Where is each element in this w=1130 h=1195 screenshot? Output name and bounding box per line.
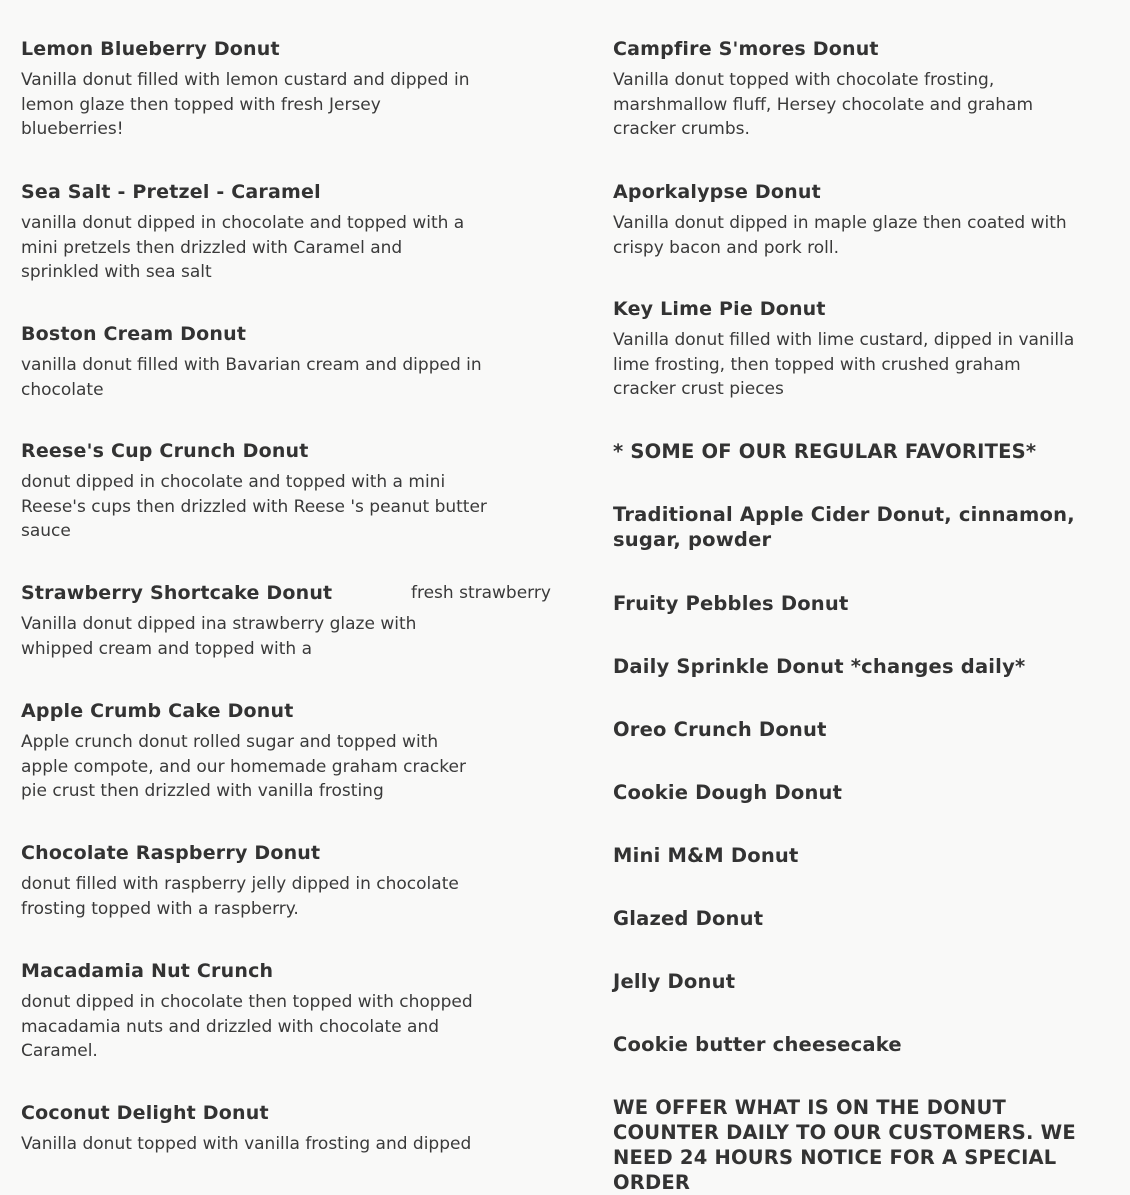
menu-item-description: donut dipped in chocolate and topped with a mini Reese's cups then drizzled with Reese 's peanut butter sauce xyxy=(21,472,487,541)
menu-item-title: Aporkalypse Donut xyxy=(613,181,821,203)
menu-item-description: Apple crunch donut rolled sugar and topped with apple compote, and our homemade graham cracker pie crust then drizzled with vanilla frosting xyxy=(21,732,466,801)
menu-item-title: Lemon Blueberry Donut xyxy=(21,38,280,60)
menu-item-description: Vanilla donut topped with vanilla frosting and dipped xyxy=(21,1134,472,1154)
menu-item-boston-cream xyxy=(21,322,501,402)
menu-item-title: Reese's Cup Crunch Donut xyxy=(21,440,309,462)
menu-item-title: Chocolate Raspberry Donut xyxy=(21,842,321,864)
menu-item-description-overflow: fresh strawberry xyxy=(411,583,551,603)
menu-item-description: Vanilla donut dipped ina strawberry glaze with whipped cream and topped with a xyxy=(21,614,417,659)
special-order-notice: WE OFFER WHAT IS ON THE DONUT COUNTER DAILY TO OUR CUSTOMERS. WE NEED 24 HOURS NOTICE FOR A SPECIAL ORDER xyxy=(613,1096,1076,1194)
menu-item-description: Vanilla donut filled with lemon custard and dipped in lemon glaze then topped with fresh Jersey blueberries! xyxy=(21,70,470,139)
menu-item-description: donut filled with raspberry jelly dipped in chocolate frosting topped with a raspberry. xyxy=(21,874,459,919)
favorite-item: Traditional Apple Cider Donut, cinnamon, sugar, powder xyxy=(613,503,1075,551)
menu-item-description: Vanilla donut filled with lime custard, dipped in vanilla lime frosting, then topped with crushed graham cracker crust pieces xyxy=(613,330,1075,399)
menu-item-coconut-delight xyxy=(21,1101,501,1157)
menu-item-lemon-blueberry xyxy=(21,37,501,142)
favorites-heading: * SOME OF OUR REGULAR FAVORITES* xyxy=(613,440,1037,463)
menu-item-description: Vanilla donut topped with chocolate frosting, marshmallow fluff, Hersey chocolate and graham cracker crumbs. xyxy=(613,70,1034,139)
menu-item-title: Apple Crumb Cake Donut xyxy=(21,700,294,722)
menu-item-strawberry-shortcake xyxy=(21,581,561,661)
menu-item-title: Key Lime Pie Donut xyxy=(613,298,826,320)
favorite-item: Mini M&M Donut xyxy=(613,844,799,867)
menu-item-macadamia-nut-crunch xyxy=(21,959,501,1064)
favorite-item: Cookie Dough Donut xyxy=(613,781,843,804)
menu-item-title: Boston Cream Donut xyxy=(21,323,247,345)
favorite-item: Fruity Pebbles Donut xyxy=(613,592,849,615)
menu-item-apple-crumb-cake xyxy=(21,699,501,804)
menu-item-description: Vanilla donut dipped in maple glaze then coated with crispy bacon and pork roll. xyxy=(613,213,1067,258)
menu-item-title: Coconut Delight Donut xyxy=(21,1102,269,1124)
menu-item-title: Strawberry Shortcake Donut xyxy=(21,582,333,604)
menu-item-description: vanilla donut filled with Bavarian cream and dipped in chocolate xyxy=(21,355,482,400)
menu-item-reeses-cup-crunch xyxy=(21,439,501,544)
menu-item-title: Sea Salt - Pretzel - Caramel xyxy=(21,181,321,203)
favorite-item: Glazed Donut xyxy=(613,907,764,930)
favorite-item: Cookie butter cheesecake xyxy=(613,1033,902,1056)
favorite-item: Oreo Crunch Donut xyxy=(613,718,827,741)
menu-item-key-lime-pie xyxy=(613,297,1108,402)
menu-item-aporkalypse xyxy=(613,180,1108,260)
menu-item-title: Campfire S'mores Donut xyxy=(613,38,879,60)
favorite-item: Daily Sprinkle Donut *changes daily* xyxy=(613,655,1026,678)
menu-item-campfire-smores xyxy=(613,37,1108,142)
menu-item-title: Macadamia Nut Crunch xyxy=(21,960,274,982)
menu-item-description: donut dipped in chocolate then topped with chopped macadamia nuts and drizzled with chocolate and Caramel. xyxy=(21,992,473,1061)
favorite-item: Jelly Donut xyxy=(613,970,736,993)
menu-item-description: vanilla donut dipped in chocolate and topped with a mini pretzels then drizzled with Caramel and sprinkled with sea salt xyxy=(21,213,465,282)
menu-item-chocolate-raspberry xyxy=(21,841,501,921)
menu-item-sea-salt-pretzel-caramel xyxy=(21,180,501,285)
